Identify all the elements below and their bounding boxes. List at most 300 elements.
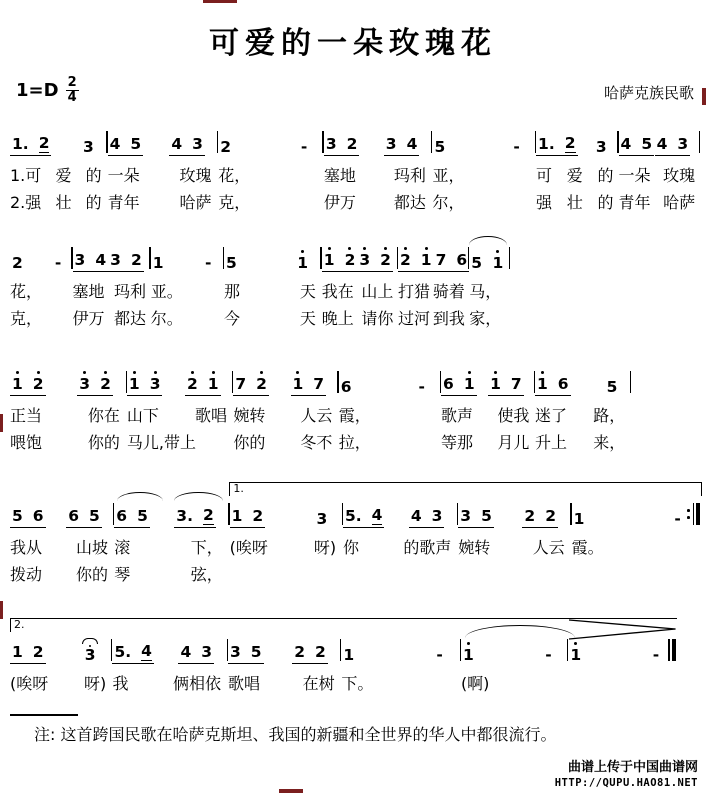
note-digit: 1 — [323, 251, 335, 269]
measure — [108, 126, 219, 216]
lyric-syllable: 歌唱 — [227, 674, 260, 693]
slur — [469, 236, 507, 245]
lyric-syllable: 的 — [597, 166, 614, 185]
note — [89, 500, 100, 525]
note-dash — [299, 131, 309, 156]
note — [411, 500, 422, 525]
note-group — [536, 127, 577, 156]
lyric-line — [619, 163, 696, 189]
volta-label: 1. — [233, 482, 244, 495]
lyric-syllable: 塞地 — [323, 166, 356, 185]
note — [176, 500, 193, 525]
lyric-syllable: 家， — [469, 309, 502, 328]
scan-artifact — [0, 601, 3, 619]
note-digit: 2 — [344, 251, 356, 269]
measure — [127, 366, 233, 456]
footer — [555, 760, 698, 790]
note-digit: 4 — [141, 642, 152, 660]
note-group — [81, 131, 96, 156]
lyric-line — [536, 163, 614, 189]
measure — [343, 498, 458, 588]
note-digit: 2 — [256, 375, 267, 393]
system-5 — [10, 618, 676, 697]
lyric-line — [322, 306, 394, 332]
note-group — [398, 244, 434, 272]
note-digit: 1 — [152, 254, 164, 272]
note — [436, 244, 447, 269]
octave-dot — [191, 371, 194, 374]
key-signature — [16, 76, 79, 104]
lyric-syllable: 婉转 — [233, 406, 266, 425]
lyric-syllable: 的 — [85, 166, 102, 185]
octave-dot — [212, 371, 215, 374]
note — [324, 244, 335, 269]
lyric-syllable: 月儿 — [497, 433, 530, 452]
barline-thick — [672, 639, 676, 661]
octave-dot — [83, 371, 86, 374]
measure — [218, 126, 324, 216]
lyric-line — [461, 671, 562, 697]
measure — [339, 366, 441, 456]
measure — [10, 498, 114, 588]
note-digit: 2 — [252, 507, 264, 525]
note-digit: 5. — [344, 507, 362, 525]
measure — [341, 634, 461, 697]
lyric-syllable: 的 — [597, 193, 614, 212]
note-digit: 1 — [12, 375, 23, 393]
note-group — [469, 247, 505, 272]
note-digit: 5 — [481, 507, 492, 525]
volta-bracket — [229, 482, 702, 496]
slur — [174, 492, 222, 501]
octave-dot — [363, 247, 366, 250]
note-group — [127, 368, 163, 396]
lyric-syllable: 俩相依 — [172, 674, 221, 693]
note — [68, 500, 79, 525]
music-score — [0, 126, 706, 697]
lyric-line — [73, 279, 146, 305]
note — [565, 127, 576, 153]
lyric-syllable: 你 — [342, 538, 359, 557]
measure — [233, 366, 338, 456]
note-group — [10, 500, 46, 528]
note — [297, 247, 308, 272]
measure — [73, 242, 151, 332]
note-group — [218, 131, 311, 156]
lyric-line — [324, 190, 426, 216]
measure — [10, 126, 108, 216]
lyric-syllable: 青年 — [618, 193, 651, 212]
lyric-syllable: 下。 — [341, 674, 374, 693]
note-digit: 1 — [536, 375, 548, 393]
note — [110, 128, 121, 153]
notes-row — [218, 126, 311, 156]
octave-dot — [494, 371, 497, 374]
note — [75, 244, 86, 269]
note-group — [655, 128, 691, 156]
lyric-syllable: 下， — [190, 538, 223, 557]
note — [33, 500, 44, 525]
note-digit: 2 — [32, 375, 44, 393]
lyric-syllable: 呀) — [313, 538, 337, 557]
octave-dot — [260, 371, 263, 374]
note-group — [432, 131, 523, 156]
note — [313, 368, 324, 393]
note-group — [568, 639, 663, 664]
note-digit: 1 — [297, 254, 309, 272]
fermata-icon — [82, 638, 98, 644]
measure — [536, 126, 618, 216]
footnote-rule — [10, 714, 78, 716]
repeat-dot — [687, 509, 690, 512]
lyric-line — [10, 430, 120, 456]
note — [545, 500, 556, 525]
lyric-syllable: 请你 — [361, 309, 394, 328]
note — [141, 635, 152, 661]
lyric-syllable: 你的 — [233, 433, 266, 452]
barline-thick — [696, 503, 700, 525]
note — [481, 500, 492, 525]
note-group — [228, 636, 264, 664]
lyric-syllable: 霞， — [338, 406, 371, 425]
lyric-syllable: 花， — [218, 166, 251, 185]
lyric-line — [441, 403, 529, 429]
note-digit: 1. — [538, 135, 555, 153]
time-signature — [66, 76, 79, 104]
note — [407, 128, 418, 153]
lyric-line — [535, 430, 625, 456]
note-group — [594, 131, 609, 156]
note — [110, 244, 121, 269]
note-digit: 5 — [130, 135, 142, 153]
note — [171, 128, 182, 153]
note — [524, 500, 535, 525]
lyric-syllable: 爱 — [55, 166, 72, 185]
note-digit: 2 — [38, 134, 50, 152]
note — [317, 503, 328, 528]
note-group — [233, 368, 269, 396]
octave-dot — [16, 371, 19, 374]
notes-row — [469, 242, 505, 272]
note — [251, 636, 262, 661]
note-digit: 5 — [606, 378, 618, 396]
measure — [398, 242, 469, 332]
notes-row — [322, 242, 389, 272]
system-2 — [10, 242, 510, 332]
measure-row — [10, 498, 700, 588]
note-digit: 3 — [110, 251, 121, 269]
measure — [324, 126, 433, 216]
lyric-syllable: 拉， — [338, 433, 371, 452]
note — [456, 244, 467, 269]
lyric-syllable: 滚 — [114, 538, 131, 557]
octave-dot — [328, 247, 331, 250]
lyric-line — [73, 306, 146, 332]
lyric-syllable: 山下 — [126, 406, 159, 425]
lyric-line — [10, 306, 69, 332]
lyric-line — [10, 163, 102, 189]
note-group — [357, 244, 393, 272]
note-digit: 2 — [186, 375, 198, 393]
song-title: 可爱的一朵玫瑰花 — [209, 26, 497, 61]
lyric-line — [151, 279, 220, 305]
note-digit: 1 — [128, 375, 140, 393]
lyric-line — [108, 163, 212, 189]
notes-row — [151, 242, 216, 272]
note — [294, 636, 305, 661]
barline-thin — [668, 639, 669, 661]
note-group — [174, 499, 215, 528]
barline — [630, 371, 631, 393]
lyric-syllable: 冬不 — [300, 433, 333, 452]
measure-row — [10, 634, 676, 697]
note — [315, 636, 326, 661]
note-digit: 5 — [226, 254, 237, 272]
notes-row — [458, 498, 558, 528]
key-signature-text: 1=D — [16, 79, 59, 101]
lyric-line — [343, 535, 451, 561]
lyric-syllable: 你在 — [87, 406, 120, 425]
note — [235, 368, 246, 393]
note — [432, 500, 443, 525]
note-digit: - — [205, 254, 212, 272]
notes-row — [108, 126, 205, 156]
lyric-line — [233, 403, 332, 429]
note — [345, 500, 362, 525]
notes-row — [10, 634, 100, 664]
lyric-syllable: 一朵 — [618, 166, 651, 185]
lyric-line — [218, 190, 317, 216]
barline-thin — [693, 503, 694, 525]
repeat-barline — [687, 503, 700, 525]
note-digit: 5 — [250, 643, 262, 661]
note — [252, 500, 263, 525]
note-digit: 4 — [371, 506, 383, 524]
octave-dot — [37, 371, 40, 374]
lyric-line — [458, 535, 565, 561]
note-digit: 6 — [443, 375, 454, 393]
lyric-syllable: 霞。 — [571, 538, 604, 557]
note-digit: 3 — [359, 251, 371, 269]
lyric-syllable: 山上 — [361, 282, 394, 301]
notes-row — [572, 498, 685, 528]
note-digit: - — [418, 378, 425, 396]
note-digit: 5. — [114, 643, 132, 661]
note-digit: - — [513, 138, 520, 156]
note — [201, 636, 212, 661]
note-group — [108, 128, 144, 156]
notes-row — [127, 366, 221, 396]
note-digit: 1 — [207, 375, 219, 393]
lyric-syllable: (唉呀 — [10, 674, 49, 693]
note — [538, 128, 555, 153]
lyric-line — [398, 279, 465, 305]
repeat-dot — [687, 516, 690, 519]
lyric-syllable: 的歌声 — [403, 538, 452, 557]
note-group — [10, 368, 46, 396]
lyric-syllable: 使我 — [497, 406, 530, 425]
note-digit: 4 — [410, 507, 422, 525]
note — [570, 639, 581, 664]
note-dash — [417, 371, 427, 396]
note-digit: 2 — [130, 251, 142, 269]
measure — [228, 634, 341, 697]
note-digit: - — [674, 510, 681, 528]
footer-site-name: 曲谱上传于中国曲谱网 — [567, 760, 698, 775]
note-group — [341, 639, 446, 664]
note — [641, 128, 652, 153]
notes-row — [619, 126, 691, 156]
note-digit: - — [300, 138, 308, 156]
note — [129, 368, 140, 393]
lyric-line — [108, 190, 212, 216]
note — [203, 499, 214, 525]
lyric-syllable: 那 — [224, 282, 241, 301]
lyric-syllable: 玫瑰 — [179, 166, 212, 185]
note — [464, 368, 475, 393]
barline — [509, 247, 510, 269]
time-signature-top: 2 — [67, 75, 77, 90]
lyric-line — [10, 562, 108, 588]
note-digit: - — [436, 646, 443, 664]
note-digit: 2 — [202, 506, 214, 524]
notes-row — [224, 242, 310, 272]
lyric-syllable: 路， — [593, 406, 626, 425]
key-row — [16, 76, 694, 110]
lyric-syllable: 迷了 — [534, 406, 567, 425]
note — [596, 131, 607, 156]
lyric-line — [572, 562, 693, 588]
note-digit: 2 — [315, 643, 326, 661]
note — [490, 368, 501, 393]
measure — [114, 498, 229, 588]
note-group — [522, 500, 558, 528]
system-1 — [10, 126, 700, 216]
note-digit: 4 — [180, 643, 192, 661]
note — [443, 368, 454, 393]
note-group — [185, 368, 221, 396]
note-digit: 1 — [570, 646, 582, 664]
scan-artifact — [702, 88, 706, 105]
note-digit: 2 — [12, 254, 23, 272]
measure-row — [10, 242, 510, 332]
note-digit: 6 — [340, 378, 352, 396]
note — [150, 368, 161, 393]
note-group — [108, 244, 144, 272]
note — [230, 636, 241, 661]
lyric-syllable: 婉转 — [458, 538, 491, 557]
footnote — [10, 714, 696, 745]
note-digit: 5 — [12, 507, 23, 525]
octave-dot — [467, 642, 470, 645]
octave-dot — [468, 371, 471, 374]
note — [463, 639, 474, 664]
note-group — [458, 500, 494, 528]
lyric-syllable: 壮 — [566, 193, 583, 212]
note — [380, 244, 391, 269]
note-group — [572, 503, 685, 528]
note-digit: - — [652, 646, 660, 664]
note-digit: 4 — [171, 135, 183, 153]
lyric-syllable: 我在 — [321, 282, 354, 301]
lyric-line — [339, 430, 435, 456]
lyric-syllable: 都达 — [393, 193, 426, 212]
note — [400, 244, 411, 269]
note-digit: 7 — [510, 375, 522, 393]
octave-dot — [496, 250, 499, 253]
octave-dot — [104, 371, 107, 374]
scan-artifact — [203, 0, 237, 3]
note-digit: 5 — [88, 507, 100, 525]
notes-row — [114, 498, 215, 528]
note — [537, 368, 548, 393]
note-group — [114, 500, 150, 528]
measure-row — [10, 126, 700, 216]
note — [220, 131, 231, 156]
measure — [322, 242, 398, 332]
lyric-syllable: 玛利 — [114, 282, 147, 301]
note-group — [322, 244, 358, 272]
lyric-syllable: 一朵 — [107, 166, 140, 185]
note — [493, 247, 504, 272]
measure — [224, 242, 322, 332]
note-digit: 3 — [460, 507, 472, 525]
lyric-line — [568, 671, 669, 697]
note-digit: 6 — [456, 251, 468, 269]
note — [131, 244, 142, 269]
note-dash — [203, 247, 213, 272]
notes-row — [536, 126, 609, 156]
note — [621, 128, 632, 153]
note — [558, 368, 569, 393]
measure-row — [10, 366, 631, 456]
lyric-line — [127, 430, 227, 456]
note — [345, 244, 356, 269]
note — [256, 368, 267, 393]
lyric-syllable: 晚上 — [321, 309, 354, 328]
notes-row — [73, 242, 142, 272]
note-digit: 1 — [463, 375, 475, 393]
lyric-line — [127, 403, 227, 429]
note-group — [343, 499, 384, 528]
note-group — [324, 128, 360, 156]
note-digit: 3 — [79, 375, 91, 393]
notes-row — [535, 366, 619, 396]
note — [100, 368, 111, 393]
note-group — [178, 636, 214, 664]
lyric-line — [10, 403, 120, 429]
lyric-syllable: 伊万 — [72, 309, 105, 328]
lyric-line — [10, 535, 108, 561]
lyric-syllable: 玫瑰 — [663, 166, 696, 185]
note — [343, 639, 354, 664]
lyric-syllable: 壮 — [55, 193, 72, 212]
note-digit: 7 — [235, 375, 247, 393]
lyric-syllable: 等那 — [441, 433, 474, 452]
note-digit: 5 — [434, 138, 446, 156]
note-group — [112, 635, 153, 664]
note-digit: 1. — [12, 135, 29, 153]
note-digit: 3 — [201, 643, 213, 661]
note-digit: 6 — [32, 507, 44, 525]
lyric-syllable: 亚， — [432, 166, 465, 185]
note — [208, 368, 219, 393]
note — [326, 128, 337, 153]
scan-artifact — [0, 414, 3, 432]
note — [657, 128, 668, 153]
final-barline — [668, 639, 675, 661]
note — [677, 128, 688, 153]
